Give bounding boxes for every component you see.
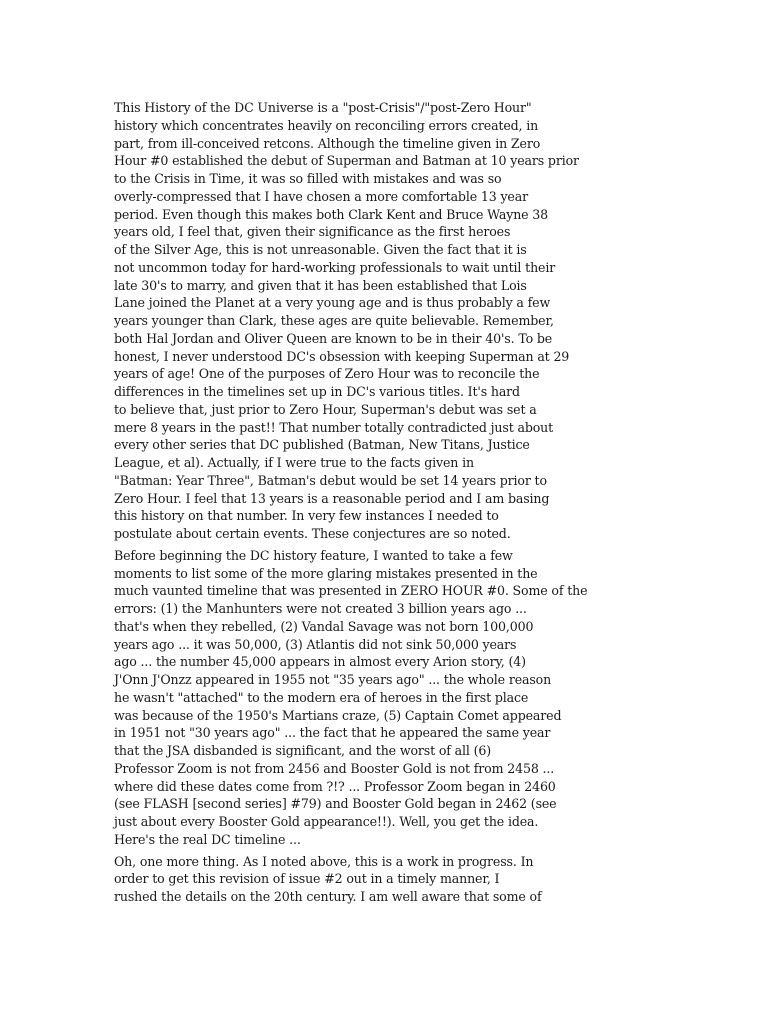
text-line: to the Crisis in Time, it was so filled with mistakes and was so (114, 171, 502, 186)
paragraph-3 (114, 853, 584, 906)
text-line: Professor Zoom is not from 2456 and Booster Gold is not from 2458 ... (114, 760, 555, 776)
text-line: not uncommon today for hard-working professionals to wait until their (114, 259, 556, 275)
text-line: rushed the details on the 20th century. I am well aware that some of (114, 889, 542, 904)
text-line: period. Even though this makes both Clark Kent and Bruce Wayne 38 (114, 206, 549, 222)
text-line: (see FLASH [second series] #79) and Booster Gold began in 2462 (see (114, 796, 557, 812)
text-line: this history on that number. In very few instances I needed to (114, 508, 499, 524)
text-line: J'Onn J'Onzz appeared in 1955 not "35 years ago" ... the whole reason (114, 672, 552, 687)
text-line: years ago ... it was 50,000, (3) Atlantis did not sink 50,000 years (114, 636, 517, 652)
text-line: "Batman: Year Three", Batman's debut would be set 14 years prior to (114, 472, 547, 488)
text-line: much vaunted timeline that was presented in ZERO HOUR #0. Some of the (114, 583, 588, 599)
text-line: Zero Hour. I feel that 13 years is a reasonable period and I am basing (114, 490, 550, 506)
text-line: in 1951 not "30 years ago" ... the fact that he appeared the same year (114, 725, 551, 741)
text-line: postulate about certain events. These conjectures are so noted. (114, 526, 511, 541)
text-line: overly-compressed that I have chosen a more comfortable 13 year (114, 188, 528, 204)
text-line: Before beginning the DC history feature, I wanted to take a few (114, 547, 513, 563)
text-line: that's when they rebelled, (2) Vandal Savage was not born 100,000 (114, 618, 534, 634)
text-line: order to get this revision of issue #2 out in a timely manner, I (114, 871, 500, 887)
text-line: Lane joined the Planet at a very young age and is thus probably a few (114, 295, 551, 311)
text-line: honest, I never understood DC's obsession with keeping Superman at 29 (114, 348, 570, 364)
text-line: mere 8 years in the past!! That number totally contradicted just about (114, 419, 554, 435)
text-line: of the Silver Age, this is not unreasonable. Given the fact that it is (114, 242, 527, 257)
text-line: years old, I feel that, given their significance as the first heroes (114, 224, 511, 240)
text-line: where did these dates come from ?!? ... Professor Zoom began in 2460 (114, 778, 556, 794)
document-body (114, 99, 588, 910)
text-line: part, from ill-conceived retcons. Although the timeline given in Zero (114, 135, 541, 151)
text-line: was because of the 1950's Martians craze, (5) Captain Comet appeared (114, 707, 562, 723)
paragraph-1 (114, 99, 584, 543)
text-line: ago ... the number 45,000 appears in almost every Arion story, (4) (114, 654, 526, 670)
text-line: Oh, one more thing. As I noted above, this is a work in progress. In (114, 853, 534, 869)
text-line: errors: (1) the Manhunters were not created 3 billion years ago ... (114, 601, 527, 616)
text-line: differences in the timelines set up in DC's various titles. It's hard (114, 384, 520, 399)
text-line: every other series that DC published (Batman, New Titans, Justice (114, 437, 530, 453)
text-line: Hour #0 established the debut of Superman and Batman at 10 years prior (114, 153, 579, 169)
paragraph-2 (114, 547, 588, 849)
text-line: history which concentrates heavily on reconciling errors created, in (114, 117, 539, 133)
text-line: years younger than Clark, these ages are quite believable. Remember, (114, 313, 554, 328)
text-line: just about every Booster Gold appearance!!). Well, you get the idea. (114, 814, 539, 829)
text-line: to believe that, just prior to Zero Hour, Superman's debut was set a (114, 401, 537, 417)
text-line: Here's the real DC timeline ... (114, 831, 301, 847)
text-line: that the JSA disbanded is significant, and the worst of all (6) (114, 743, 491, 758)
text-line: League, et al). Actually, if I were true to the facts given in (114, 455, 474, 470)
text-line: late 30's to marry, and given that it has been established that Lois (114, 277, 527, 293)
text-line: moments to list some of the more glaring mistakes presented in the (114, 565, 538, 581)
text-line: he wasn't "attached" to the modern era of heroes in the first place (114, 689, 529, 705)
text-line: This History of the DC Universe is a "post-Crisis"/"post-Zero Hour" (114, 100, 532, 115)
text-line: both Hal Jordan and Oliver Queen are known to be in their 40's. To be (114, 330, 553, 346)
text-line: years of age! One of the purposes of Zero Hour was to reconcile the (114, 366, 540, 382)
